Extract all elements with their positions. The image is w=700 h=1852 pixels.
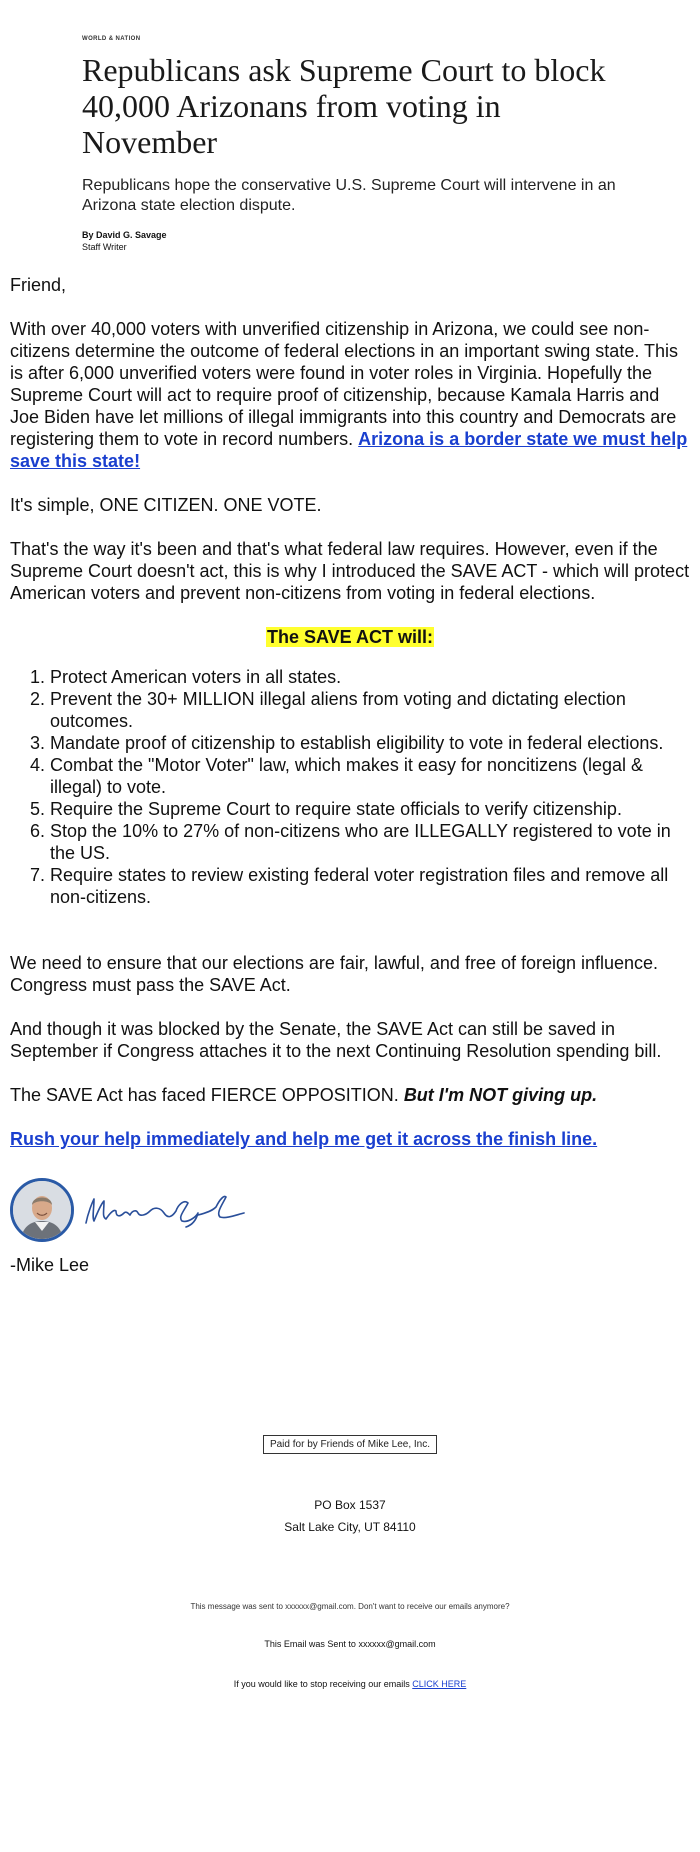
paragraph-one-citizen: It's simple, ONE CITIZEN. ONE VOTE. <box>10 495 322 515</box>
arizona-help-link[interactable]: Arizona is a border state we must help save this state! <box>10 429 688 471</box>
footer <box>0 1434 700 1689</box>
list-item: 6. Stop the 10% to 27% of non-citizens who are ILLEGALLY registered to vote in the US. <box>50 820 690 864</box>
signoff: -Mike Lee <box>10 1255 90 1275</box>
save-act-list <box>10 666 690 908</box>
greeting: Friend, <box>10 275 67 295</box>
article-byline-role: Staff Writer <box>82 242 127 252</box>
save-act-heading: The SAVE ACT will: <box>266 627 433 647</box>
signature <box>80 1183 250 1238</box>
paid-for-disclaimer: Paid for by Friends of Mike Lee, Inc. <box>263 1435 437 1454</box>
sent-to-notice: This Email was Sent to xxxxxx@gmail.com <box>264 1639 436 1649</box>
unsubscribe-text: If you would like to stop receiving our emails <box>233 1679 413 1689</box>
sent-notice: This message was sent to xxxxxx@gmail.com. Don't want to receive our emails anymore? <box>190 1602 510 1611</box>
paragraph-fair-elections: We need to ensure that our elections are fair, lawful, and free of foreign influence. Congress must pass the SAVE Act. <box>10 953 659 995</box>
list-item: 1. Protect American voters in all states. <box>50 666 690 688</box>
mailing-address <box>0 1494 700 1538</box>
unsubscribe-link[interactable]: CLICK HERE <box>412 1679 467 1689</box>
signature-row <box>0 1178 700 1242</box>
article-dek: Republicans hope the conservative U.S. Supreme Court will intervene in an Arizona state election dispute. <box>82 177 616 214</box>
paragraph-arizona <box>10 318 690 472</box>
avatar <box>10 1178 74 1242</box>
list-heading <box>10 626 690 648</box>
paragraph-arizona-text: With over 40,000 voters with unverified citizenship in Arizona, we could see non-citizens determine the outcome of federal elections in an important swing state. This is after 6,000 unverified voters were found in voter roles in Virginia. Hopefully the Supreme Court will act to require proof of citizenship, because Kamala Harris and Joe Biden have let millions of illegal immigrants into this country and Democrats are registering them to vote in record numbers. <box>10 319 679 449</box>
article-headline: Republicans ask Supreme Court to block 40,000 Arizonans from voting in November <box>82 52 606 160</box>
article-header-image[interactable] <box>0 0 700 252</box>
paragraph-opposition-emphasis: But I'm NOT giving up. <box>403 1085 598 1105</box>
paragraph-senate: And though it was blocked by the Senate, the SAVE Act can still be saved in September if Congress attaches it to the next Continuing Resolution spending bill. <box>10 1019 662 1061</box>
article-kicker: WORLD & NATION <box>82 36 141 42</box>
signoff-block <box>0 1254 700 1276</box>
paragraph-federal-law: That's the way it's been and that's what federal law requires. However, even if the Supreme Court doesn't act, this is why I introduced the SAVE ACT - which will protect American voters and prevent non-citizens from voting in federal elections. <box>10 539 690 603</box>
paragraph-opposition <box>10 1084 690 1106</box>
address-line-2: Salt Lake City, UT 84110 <box>284 1520 416 1534</box>
rush-help-link[interactable]: Rush your help immediately and help me get it across the finish line. <box>10 1129 598 1149</box>
list-item: 5. Require the Supreme Court to require state officials to verify citizenship. <box>50 798 690 820</box>
list-item: 4. Combat the "Motor Voter" law, which makes it easy for noncitizens (legal & illegal) to vote. <box>50 754 690 798</box>
letter-body <box>0 274 700 1150</box>
unsubscribe-line <box>0 1679 700 1689</box>
article-byline: By David G. Savage <box>82 230 167 240</box>
list-item: 3. Mandate proof of citizenship to establish eligibility to vote in federal elections. <box>50 732 690 754</box>
list-item: 7. Require states to review existing federal voter registration files and remove all non-citizens. <box>50 864 690 908</box>
list-item: 2. Prevent the 30+ MILLION illegal aliens from voting and dictating election outcomes. <box>50 688 690 732</box>
person-portrait-icon <box>13 1181 71 1239</box>
address-line-1: PO Box 1537 <box>314 1498 386 1512</box>
cta-paragraph <box>10 1128 690 1150</box>
paragraph-opposition-text: The SAVE Act has faced FIERCE OPPOSITION. <box>10 1085 404 1105</box>
handwritten-signature-icon <box>80 1183 250 1233</box>
